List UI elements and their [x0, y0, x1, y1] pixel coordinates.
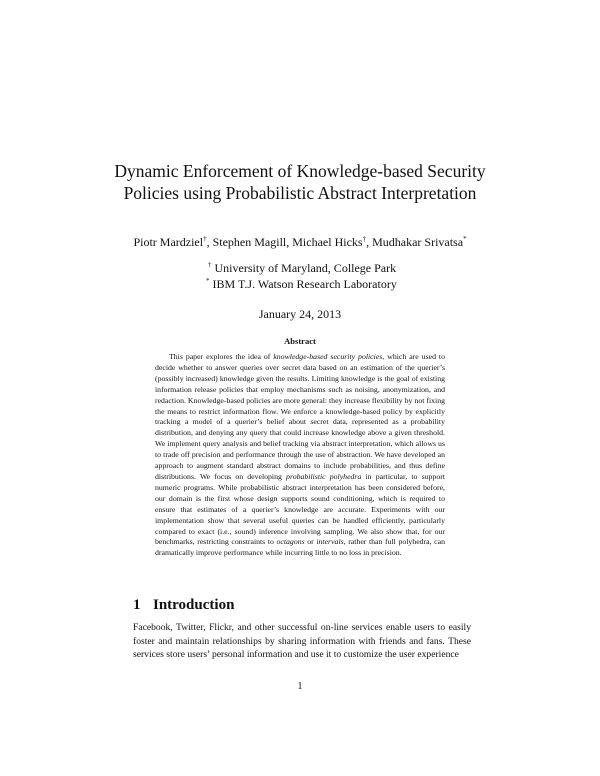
abstract-text: or: [304, 537, 317, 547]
paper-date: January 24, 2013: [258, 307, 342, 321]
author-affiliation-mark: †: [203, 235, 207, 243]
author-affiliation-mark: *: [463, 235, 467, 243]
author-name: Piotr Mardziel: [133, 235, 204, 249]
author-name: Stephen Magill: [212, 235, 287, 249]
abstract-emphasis: intervals: [316, 537, 344, 547]
author-separator: ,: [206, 235, 213, 249]
author-list: [60, 234, 540, 250]
author-separator: ,: [366, 235, 373, 249]
abstract-text: , which are used to decide whether to answer queries over secret data based on an estimation of the querier’s (possibly increased) knowledge given the results. Limiting knowledge is the goal of existing information release policies that employ mechanisms such as noising, anonymization, and redaction. Knowledge-based policies are more general: they increase flexibility by not fixing the means to restrict information flow. We enforce a knowledge-based policy by explicitly tracking a model of a querier’s belief about secret data, represented as a probability distribution, and denying any query that could increase knowledge above a given threshold. We implement query analysis and belief tracking via abstract interpretation, which allows us to trade off precision and performance through the use of abstraction. We have developed an approach to augment standard abstract domains to include probabilities, and thus define distributions. We focus on developing: [155, 352, 445, 481]
abstract-text: This paper explores the idea of: [169, 352, 274, 361]
paper-title: Dynamic Enforcement of Knowledge-based Security Policies using Probabilistic Abstract Interpretation: [114, 161, 486, 203]
abstract-body: [155, 352, 445, 559]
abstract-text: in particular, to support numeric programs. While probabilistic abstract interpretation has been considered before, our domain is the first whose design supports sound conditioning, which is required to ensure that estimates of a querier’s knowledge are accurate. Experiments with our implementation show that several useful queries can be handled efficiently, particularly compared to exact (i.e., sound) inference involving sampling. We also show that, for our benchmarks, restricting constraints to: [155, 471, 445, 547]
author-name: Mudhakar Srivatsa: [372, 235, 464, 249]
author-name: Michael Hicks: [292, 235, 363, 249]
abstract-emphasis: octagons: [276, 537, 305, 547]
affiliation: [180, 276, 420, 292]
section-body: Facebook, Twitter, Flickr, and other successful on-line services enable users to easily foster and maintain relationships by sharing information with friends and fans. These services store users’ personal information and use it to customize the user experience: [133, 622, 471, 661]
author-affiliation-mark: †: [362, 235, 367, 243]
abstract-text: , rather than full polyhedra, can dramatically improve performance while incurring little to no loss in precision.: [155, 537, 445, 558]
section-title: Introduction: [153, 597, 235, 613]
affiliation-list: [180, 260, 420, 292]
abstract-emphasis: probabilistic polyhedra: [286, 471, 362, 481]
page-number: 1: [297, 681, 303, 692]
abstract-heading: Abstract: [284, 336, 316, 346]
affiliation-text: University of Maryland, College Park: [214, 261, 397, 275]
section-number: 1: [133, 597, 141, 613]
section-heading: [133, 597, 234, 614]
affiliation-text: IBM T.J. Watson Research Laboratory: [212, 277, 397, 291]
affiliation: [180, 260, 420, 276]
affiliation-mark: †: [208, 261, 212, 269]
author-separator: ,: [286, 235, 293, 249]
abstract-emphasis: knowledge-based security policies: [273, 352, 383, 361]
affiliation-mark: *: [206, 277, 210, 285]
